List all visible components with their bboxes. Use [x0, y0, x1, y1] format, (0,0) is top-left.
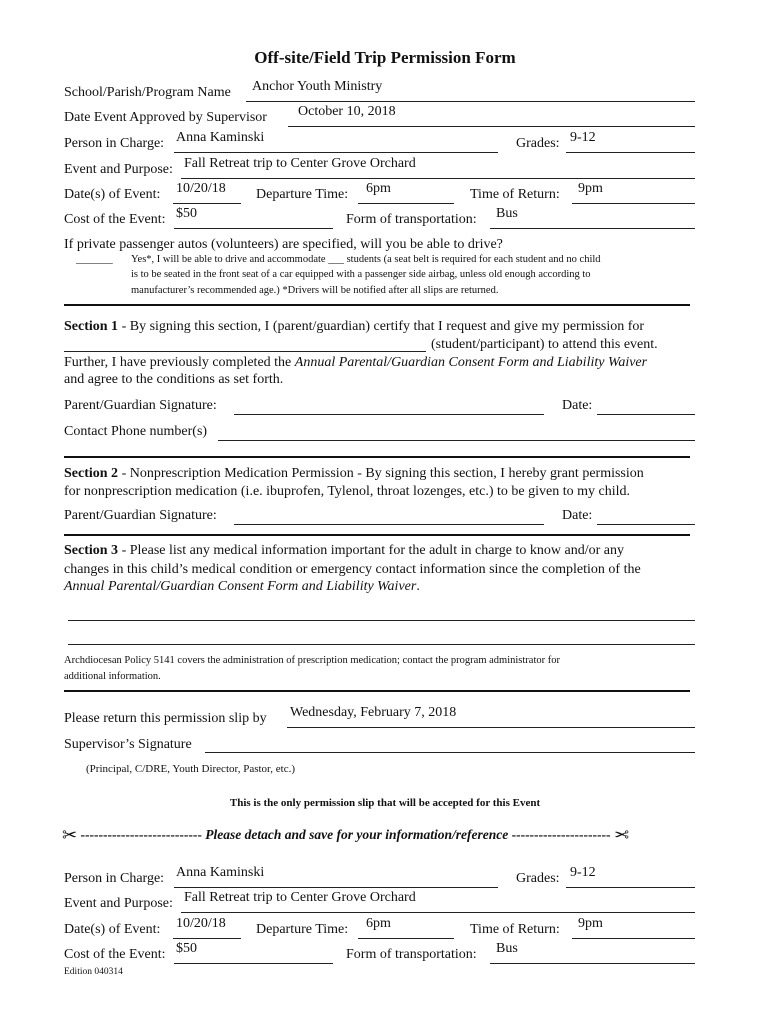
transport-field[interactable]: Bus [496, 206, 518, 221]
section3-text: - Please list any medical information important for the adult in charge to know and/or any [118, 543, 625, 558]
return-field[interactable]: 9pm [578, 181, 603, 196]
phone-label: Contact Phone number(s) [64, 424, 208, 439]
date-approved-line [288, 126, 695, 127]
section2-sig-line[interactable] [234, 524, 544, 525]
person-line-copy [174, 887, 498, 888]
section1-line2: (student/participant) to attend this event. [431, 337, 658, 352]
page-title: Off-site/Field Trip Permission Form [254, 48, 516, 67]
school-line [246, 101, 695, 102]
dates-line [173, 203, 241, 204]
section2-text: - Nonprescription Medication Permission - By signing this section, I hereby grant permission [118, 466, 644, 481]
section1-waiver-title: Annual Parental/Guardian Consent Form and Liability Waiver [294, 355, 648, 370]
section3-line2: changes in this child’s medical condition or emergency contact information since the completion of the [64, 562, 641, 577]
cost-field-copy[interactable]: $50 [176, 941, 197, 956]
scissors-icon: ✂ [62, 825, 78, 845]
return-line [572, 203, 695, 204]
cost-label: Cost of the Event: [64, 212, 166, 227]
section1-heading: Section 1 [64, 319, 119, 334]
section1-sig-label: Parent/Guardian Signature: [64, 398, 217, 413]
departure-field[interactable]: 6pm [366, 181, 391, 196]
section3-heading: Section 3 [64, 543, 119, 558]
person-label-copy: Person in Charge: [64, 871, 165, 886]
person-line [174, 152, 498, 153]
return-field-copy[interactable]: 9pm [578, 916, 603, 931]
cost-line [174, 228, 333, 229]
event-label: Event and Purpose: [64, 162, 173, 177]
return-label-copy: Time of Return: [470, 922, 560, 937]
supervisor-sig-line[interactable] [205, 752, 695, 753]
section1-date-line[interactable] [597, 414, 695, 415]
dates-field-copy[interactable]: 10/20/18 [176, 916, 226, 931]
dates-line-copy [173, 938, 241, 939]
section3-waiver-title: Annual Parental/Guardian Consent Form and Liability Waiver [64, 579, 417, 594]
divider [64, 304, 690, 306]
section3-line1 [64, 543, 624, 559]
return-line-copy [572, 938, 695, 939]
event-field[interactable]: Fall Retreat trip to Center Grove Orchard [184, 156, 416, 171]
school-field[interactable]: Anchor Youth Ministry [252, 79, 383, 94]
section2-line1 [64, 466, 644, 482]
dates-label-copy: Date(s) of Event: [64, 922, 161, 937]
event-line [181, 178, 695, 179]
grades-label-copy: Grades: [516, 871, 560, 886]
only-slip-note: This is the only permission slip that will be accepted for this Event [229, 797, 541, 809]
cost-line-copy [174, 963, 333, 964]
section1-date-label: Date: [562, 398, 593, 413]
section1-line3-text: Further, I have previously completed the [64, 355, 295, 370]
detach-dashes-right: ---------------------- [511, 827, 611, 842]
detach-dashes-left: --------------------------- [80, 827, 202, 842]
medical-info-line-1[interactable] [68, 620, 695, 621]
edition-label: Edition 040314 [64, 967, 123, 977]
section1-line1 [64, 319, 644, 335]
person-field[interactable]: Anna Kaminski [176, 130, 265, 145]
school-label: School/Parish/Program Name [64, 85, 231, 100]
private-autos-line1: Yes*, I will be able to drive and accommodate ___ students (a seat belt is required for each student and no child [131, 254, 601, 265]
section3-line3 [64, 579, 420, 595]
phone-line[interactable] [218, 440, 695, 441]
section1-line4: and agree to the conditions as set forth. [64, 372, 284, 387]
departure-field-copy[interactable]: 6pm [366, 916, 391, 931]
divider [64, 534, 690, 536]
section2-sig-label: Parent/Guardian Signature: [64, 508, 217, 523]
section1-text: - By signing this section, I (parent/guardian) certify that I request and give my permission for [118, 319, 645, 334]
drive-checkbox-blank[interactable]: _______ [76, 254, 113, 265]
dates-label: Date(s) of Event: [64, 187, 161, 202]
private-autos-question: If private passenger autos (volunteers) are specified, will you be able to drive? [64, 237, 503, 252]
policy-line1: Archdiocesan Policy 5141 covers the administration of prescription medication; contact the program administrator for [64, 655, 560, 666]
detach-text: Please detach and save for your information/reference [205, 827, 509, 842]
private-autos-line3: manufacturer’s recommended age.) *Drivers will be notified after all slips are returned. [131, 285, 499, 296]
transport-field-copy[interactable]: Bus [496, 941, 518, 956]
section3-period: . [416, 579, 420, 594]
grades-field-copy[interactable]: 9-12 [570, 865, 596, 880]
grades-label: Grades: [516, 136, 560, 151]
event-label-copy: Event and Purpose: [64, 896, 173, 911]
event-field-copy[interactable]: Fall Retreat trip to Center Grove Orchard [184, 890, 416, 905]
cost-field[interactable]: $50 [176, 206, 197, 221]
section2-date-label: Date: [562, 508, 593, 523]
cost-label-copy: Cost of the Event: [64, 947, 166, 962]
section1-sig-line[interactable] [234, 414, 544, 415]
section1-line3 [64, 355, 647, 371]
event-line-copy [181, 912, 695, 913]
medical-info-line-2[interactable] [68, 644, 695, 645]
date-approved-field[interactable]: October 10, 2018 [298, 104, 396, 119]
transport-label: Form of transportation: [346, 212, 477, 227]
departure-line [358, 203, 454, 204]
dates-field[interactable]: 10/20/18 [176, 181, 226, 196]
grades-line-copy [566, 887, 695, 888]
policy-line2: additional information. [64, 671, 161, 682]
supervisor-sig-label: Supervisor’s Signature [64, 737, 192, 752]
supervisor-note: (Principal, C/DRE, Youth Director, Pastor, etc.) [86, 763, 296, 775]
return-by-label: Please return this permission slip by [64, 711, 267, 726]
date-approved-label: Date Event Approved by Supervisor [64, 110, 267, 125]
person-field-copy[interactable]: Anna Kaminski [176, 865, 265, 880]
section2-line2: for nonprescription medication (i.e. ibuprofen, Tylenol, throat lozenges, etc.) to be given to my child. [64, 484, 630, 499]
departure-label-copy: Departure Time: [256, 922, 349, 937]
student-name-line[interactable] [64, 351, 426, 352]
detach-row [62, 823, 629, 844]
private-autos-line2: is to be seated in the front seat of a car equipped with a passenger side airbag, unless old enough according to [131, 269, 591, 280]
return-by-line [287, 727, 695, 728]
departure-line-copy [358, 938, 454, 939]
return-by-field[interactable]: Wednesday, February 7, 2018 [290, 705, 457, 720]
divider [64, 456, 690, 458]
divider [64, 690, 690, 692]
transport-line [490, 228, 695, 229]
grades-field[interactable]: 9-12 [570, 130, 596, 145]
scissors-icon: ✂ [613, 825, 629, 845]
return-label: Time of Return: [470, 187, 560, 202]
person-label: Person in Charge: [64, 136, 165, 151]
section2-date-line[interactable] [597, 524, 695, 525]
departure-label: Departure Time: [256, 187, 349, 202]
grades-line [566, 152, 695, 153]
section2-heading: Section 2 [64, 466, 119, 481]
transport-label-copy: Form of transportation: [346, 947, 477, 962]
transport-line-copy [490, 963, 695, 964]
